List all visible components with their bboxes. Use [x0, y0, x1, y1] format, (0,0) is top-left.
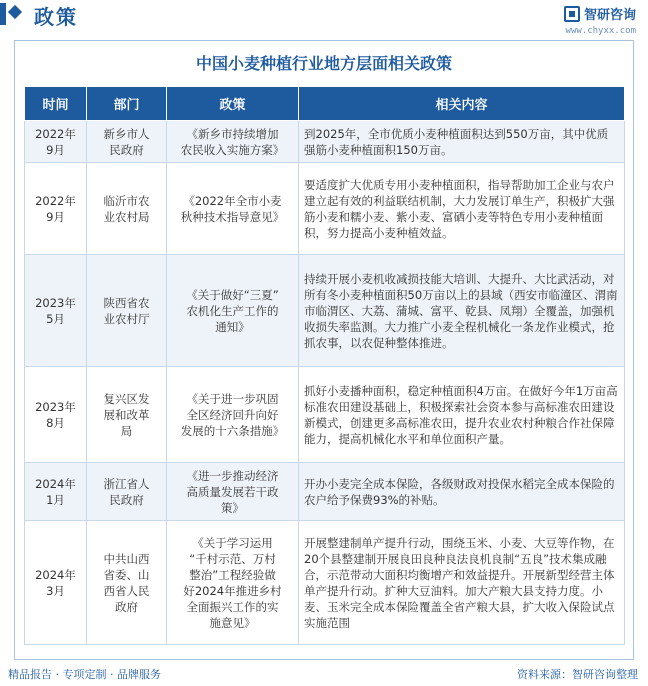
cell-content: 要适度扩大优质专用小麦种植面积，指导帮助加工企业与农户建立起有效的利益联结机制，大力发展订单生产，积极扩大强筋小麦和糯小麦、紫小麦、富硒小麦等特色专用小麦种植面积，努力提高小麦种植效益。 — [299, 163, 625, 255]
cell-policy: 《关于学习运用 “千村示范、万村 整治”工程经验做 好2024年推进乡村 全面振兴工作的实 施意见》 — [167, 521, 299, 645]
table-row — [25, 367, 625, 463]
table-row — [25, 163, 625, 255]
column-header-dept: 部门 — [87, 87, 167, 121]
cell-dept: 浙江省人 民政府 — [87, 463, 167, 521]
cell-content: 开办小麦完全成本保险，各级财政对投保水稻完全成本保险的农户给予保费93%的补贴。 — [299, 463, 625, 521]
column-header-content: 相关内容 — [299, 87, 625, 121]
cell-content: 抓好小麦播种面积，稳定种植面积4万亩。在做好今年1万亩高标准农田建设基础上，积极探索社会资本参与高标准农田建设新模式，创建更多高标准农田，提升农业农村种粮合作社保障能力，提高机械化水平和单位面积产量。 — [299, 367, 625, 463]
logo-icon — [564, 6, 580, 22]
footer-tagline: 精品报告 · 专项定制 · 品牌服务 — [8, 668, 161, 681]
footer-source: 资料来源：智研咨询整理 — [517, 668, 638, 681]
cell-policy: 《进一步推动经济 高质量发展若干政 策》 — [167, 463, 299, 521]
diamond-icon — [10, 7, 24, 21]
cell-content: 持续开展小麦机收减损技能大培训、大提升、大比武活动，对所有冬小麦种植面积50万亩以上的县域（西安市临潼区、渭南市临渭区、大荔、蒲城、富平、乾县、凤翔）全覆盖，加强机收损失率监测。大力推广小麦全程机械化一条龙作业模式，抢抓农事，以农促种整体推进。 — [299, 255, 625, 367]
section-title: 政策 — [34, 5, 78, 29]
cell-policy: 《2022年全市小麦 秋种技术指导意见》 — [167, 163, 299, 255]
cell-dept: 陕西省农 业农村厅 — [87, 255, 167, 367]
table-row — [25, 521, 625, 645]
table-row — [25, 121, 625, 163]
cell-dept: 新乡市人 民政府 — [87, 121, 167, 163]
cell-content: 到2025年，全市优质小麦种植面积达到550万亩，其中优质强筋小麦种植面积150万亩。 — [299, 121, 625, 163]
cell-policy: 《新乡市持续增加 农民收入实施方案》 — [167, 121, 299, 163]
policy-table — [24, 86, 625, 645]
cell-time: 2023年 8月 — [25, 367, 87, 463]
column-header-time: 时间 — [25, 87, 87, 121]
cell-time: 2024年 1月 — [25, 463, 87, 521]
site-url: www.chyxx.com — [565, 26, 636, 36]
brand-logo — [564, 4, 636, 23]
logo-text: 智研咨询 — [583, 8, 636, 23]
column-header-policy: 政策 — [167, 87, 299, 121]
cell-dept: 中共山西 省委、山 西省人民 政府 — [87, 521, 167, 645]
cell-time: 2023年 5月 — [25, 255, 87, 367]
cell-dept: 复兴区发 展和改革 局 — [87, 367, 167, 463]
table-header-row — [25, 87, 625, 121]
cell-time: 2024年 3月 — [25, 521, 87, 645]
cell-content: 开展整建制单产提升行动，围绕玉米、小麦、大豆等作物，在20个县整建制开展良田良种良法良机良制“五良”技术集成融合，示范带动大面积均衡增产和效益提升。开展新型经营主体单产提升行动。扩种大豆油料。加大产粮大县支持力度。小麦、玉米完全成本保险覆盖全省产粮大县，扩大收入保险试点实施范围 — [299, 521, 625, 645]
cell-policy: 《关于做好“三夏” 农机化生产工作的 通知》 — [167, 255, 299, 367]
cell-time: 2022年 9月 — [25, 121, 87, 163]
page-header — [0, 0, 648, 36]
table-row — [25, 463, 625, 521]
cell-time: 2022年 9月 — [25, 163, 87, 255]
page-footer — [0, 662, 648, 686]
cell-policy: 《关于进一步巩固 全区经济回升向好 发展的十六条措施》 — [167, 367, 299, 463]
cell-dept: 临沂市农 业农村局 — [87, 163, 167, 255]
table-title: 中国小麦种植行业地方层面相关政策 — [195, 54, 452, 73]
header-accent-bar — [0, 3, 6, 25]
table-row — [25, 255, 625, 367]
